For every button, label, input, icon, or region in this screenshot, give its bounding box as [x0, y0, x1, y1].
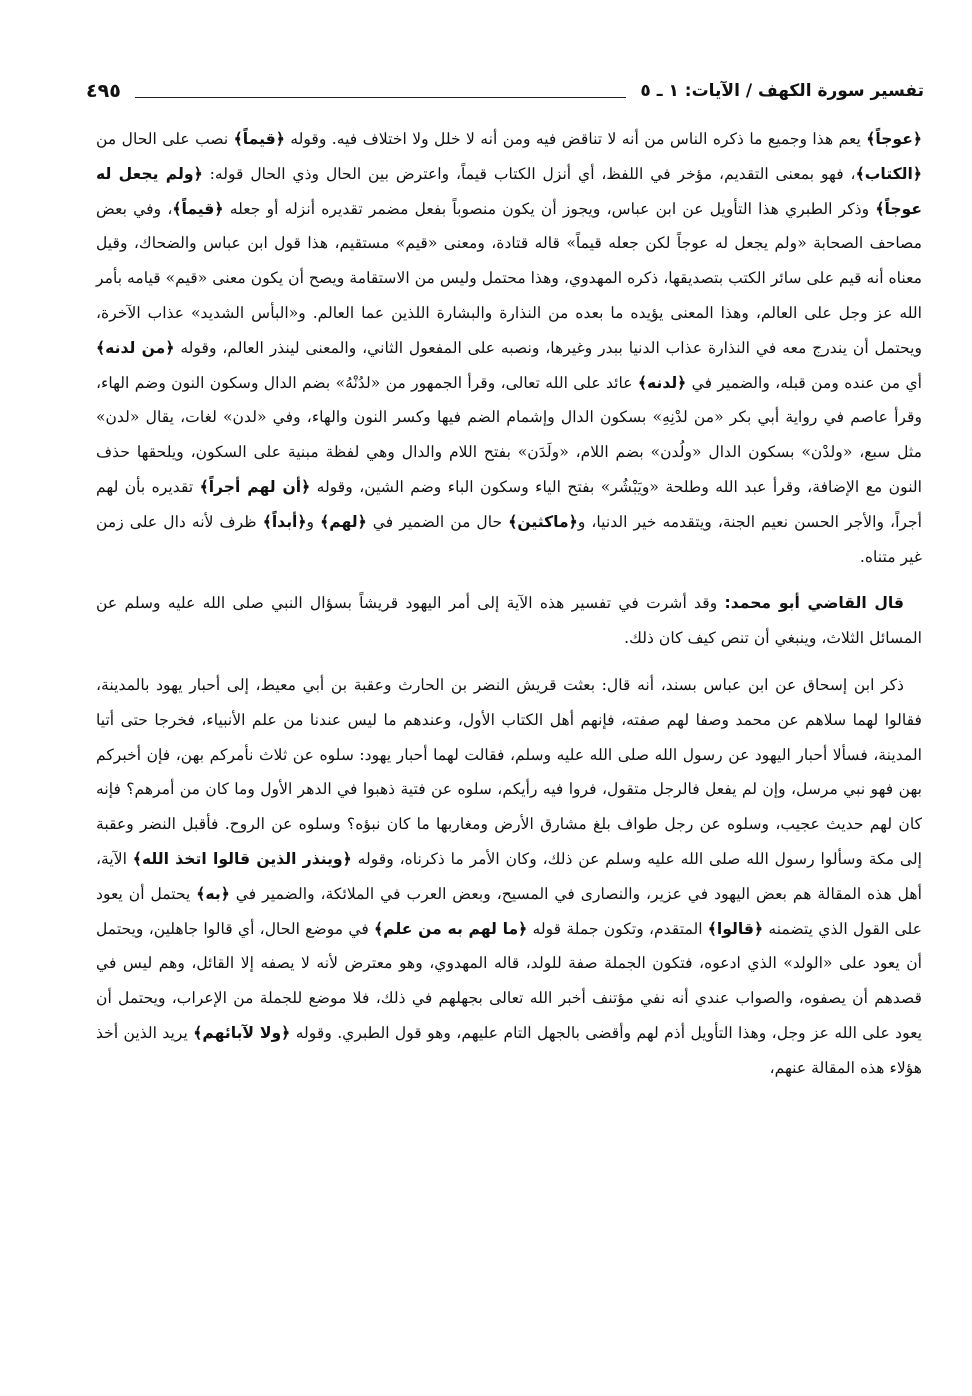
- paragraph-2: [96, 586, 922, 656]
- text-run: يعم هذا وجميع ما ذكره الناس من أنه لا تناقض فيه ومن أنه لا خلل ولا اختلاف فيه. وقوله: [284, 130, 867, 148]
- text-run: ، فهو بمعنى التقديم، مؤخر في اللفظ، أي أنزل الكتاب قيماً، واعترض بين الحال وذي الحال قوله:: [202, 164, 856, 183]
- text-run: ، وفي بعض مصاحف الصحابة «ولم يجعل له عوجاً لكن جعله قيماً» قاله قتادة، ومعنى «قيم» مستقيم، هذا قول ابن عباس والضحاك، وقيل معناه أنه قيم على سائر الكتب بتصديقها، ذكره المهدوي، وهذا محتمل وليس من الاستقامة ويصح أن يكون معنى «قيم» قيامه بأمر الله عز وجل على العالم، وهذا المعنى يؤيده ما بعده من النذارة والبشارة اللذين عما العالم. و«البأس الشديد» عذاب الآخرة، ويحتمل أن يندرج معه في النذارة عذاب الدنيا ببدر وغيرها، ونصبه على المفعول الثاني، والمعنى لينذر العالم، وقوله: [96, 199, 922, 357]
- body-text: [96, 122, 922, 1086]
- paragraph-1: [96, 122, 922, 574]
- highlighted-phrase: ﴿ما لهم به من علم﴾: [374, 919, 528, 938]
- text-run: حال من الضمير في: [366, 512, 509, 531]
- text-run: المتقدم، وتكون جملة قوله: [527, 919, 708, 938]
- text-run: تقديره بأن لهم أجراً، والأجر الحسن نعيم الجنة، ويتقدمه خير الدنيا، و: [96, 477, 922, 531]
- paragraph-3: [96, 668, 922, 1086]
- text-run: في موضع الحال، أي قالوا جاهلين، ويحتمل أن يعود على «الولد» الذي ادعوه، فتكون الجملة صفة للولد، قاله المهدوي، وهو معترض لأنه لا يصفه إلا القائل، وهم ليس في قصدهم أن يصفوه، والصواب عندي أنه نفي مؤتنف أخبر الله تعالى بجهلهم في ذلك، فلا موضع للجملة من الإعراب، ويحتمل أن يعود على الله عز وجل، وهذا التأويل أذم لهم وأقضى بالجهل التام عليهم، وهو قول الطبري. وقوله: [96, 919, 922, 1042]
- highlighted-phrase: ﴿ماكثين﴾: [508, 512, 578, 531]
- running-header: [86, 74, 924, 108]
- text-run: عائد على الله تعالى، وقرأ الجمهور من «لدُنْهُ» بضم الدال وسكون النون وضم الهاء، وقرأ عاصم في رواية أبي بكر «من لدْنِهِ» بسكون الدال وإشمام الضم فيها وكسر النون والهاء، وفي «لدن» لغات، يقال «لدن» مثل سبع، «ولدْن» بسكون الدال «ولُدن» بضم اللام، «ولَدَن» بفتح اللام والدال وهي لفظة مبنية على السكون، ويلحقها حذف النون مع الإضافة، وقرأ عبد الله وطلحة «ويَبْشُر» بفتح الياء وسكون الباء وضم الشين، وقوله: [96, 373, 922, 496]
- highlighted-phrase: ﴿قيماً﴾: [233, 130, 285, 148]
- highlighted-phrase: ﴿ولا لآبائهم﴾: [193, 1023, 291, 1042]
- highlighted-phrase: ﴿من لدنه﴾: [96, 338, 175, 357]
- text-run: وذكر الطبري هذا التأويل عن ابن عباس، ويجوز أن يكون منصوباً بفعل مضمر تقديره أنزله أو جعله: [223, 199, 876, 218]
- text-run: يحتمل أن يعود على القول الذي يتضمنه: [96, 884, 923, 938]
- highlighted-phrase: ﴿وينذر الذين قالوا اتخذ الله﴾: [132, 849, 352, 868]
- highlighted-phrase: قال القاضي أبو محمد:: [724, 594, 905, 613]
- highlighted-phrase: ﴿قيماً﴾: [172, 199, 224, 218]
- text-run: الآية، أهل هذه المقالة هم بعض اليهود في عزير، والنصارى في المسيح، وبعض العرب في الملائكة، والضمير في: [96, 849, 922, 903]
- text-run: ذكر ابن إسحاق عن ابن عباس بسند، أنه قال: بعثت قريش النضر بن الحارث وعقبة بن أبي معيط، إلى أحبار يهود بالمدينة، فقالوا لهما سلاهم عن محمد وصفا لهم صفته، فإنهم أهل الكتاب الأول، وعندهم ما ليس عندنا من علم الأنبياء، فخرجا حتى أتيا المدينة، فسألا أحبار اليهود عن رسول الله صلى الله عليه وسلم، فقالت لهما أحبار يهود: سلوه عن ثلاث نأمركم بهن، فإن أخبركم بهن فهو نبي مرسل، وإن لم يفعل فالرجل متقول، فروا فيه رأيكم، سلوه عن فتية ذهبوا في الدهر الأول وما كان من أمرهم؟ فإنه كان لهم حديث عجيب، وسلوه عن رجل طواف بلغ مشارق الأرض ومغاربها ما كان نبؤه؟ وسلوه عن الروح. فأقبل النضر وعقبة إلى مكة وسألوا رسول الله صلى الله عليه وسلم عن ذلك، وكان الأمر ما ذكرناه، وقوله: [96, 675, 923, 868]
- highlighted-phrase: ﴿عوجاً﴾: [866, 130, 922, 148]
- text-run: و: [306, 512, 321, 531]
- highlighted-phrase: ﴿لدنه﴾: [637, 373, 687, 392]
- highlighted-phrase: ﴿ولم يجعل له عوجاً﴾: [96, 164, 922, 218]
- text-run: ظرف لأنه دال على زمن غير متناه.: [96, 512, 922, 566]
- highlighted-phrase: ﴿أن لهم أجراً﴾: [199, 477, 311, 496]
- highlighted-phrase: ﴿الكتاب﴾: [855, 164, 922, 183]
- highlighted-phrase: ﴿لهم﴾: [320, 512, 367, 531]
- highlighted-phrase: ﴿قالوا﴾: [707, 919, 764, 938]
- text-run: أي من عنده ومن قبله، والضمير في: [686, 373, 922, 392]
- page-number: ٤٩٥: [86, 80, 121, 102]
- header-title: تفسير سورة الكهف / الآيات: ١ ـ ٥: [640, 81, 924, 101]
- text-run: نصب على الحال من: [96, 130, 234, 148]
- text-run: وقد أشرت في تفسير هذه الآية إلى أمر اليهود قريشاً بسؤال النبي صلى الله عليه وسلم عن المسائل الثلاث، وينبغي أن تنص كيف كان ذلك.: [96, 594, 922, 648]
- highlighted-phrase: ﴿به﴾: [196, 884, 230, 903]
- header-rule: [135, 97, 627, 98]
- text-run: يريد الذين أخذ هؤلاء هذه المقالة عنهم،: [96, 1023, 922, 1077]
- highlighted-phrase: ﴿أبداً﴾: [262, 512, 307, 531]
